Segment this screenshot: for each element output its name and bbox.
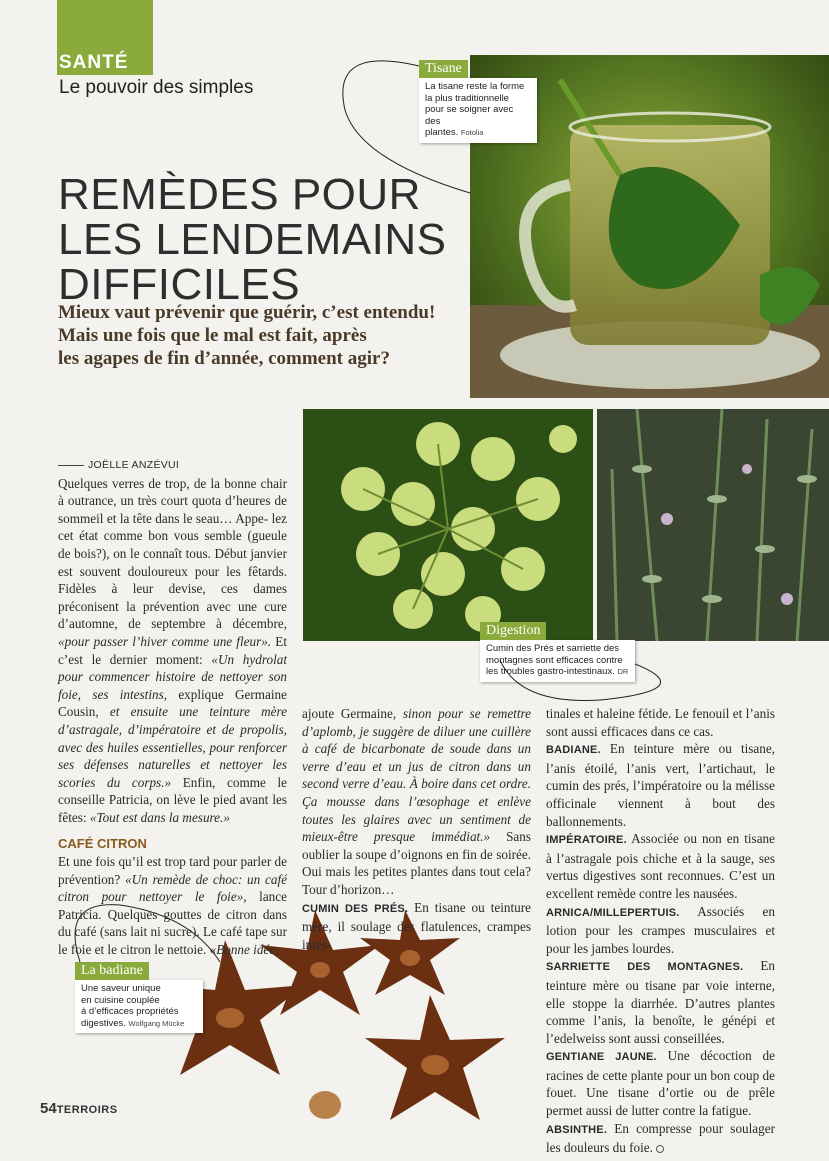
lede-line: Mais une fois que le mal est fait, après: [58, 325, 367, 346]
column-2: [302, 705, 531, 953]
plant-entry-sarriette: SARRIETTE DES MONTAGNES. En teinture mère ou tisane par voie interne, elle stoppe la diarrhée. D’autres plantes comme l’anis, la benoîte, le génépi et l’edelweiss sont aussi conseillées.: [546, 958, 775, 1046]
tisane-caption-line: plantes. Fotolia: [425, 127, 484, 138]
byline: JOËLLE ANZÉVUI: [58, 457, 287, 475]
tisane-caption-line: pour se soigner avec des: [425, 104, 514, 127]
badiane-caption-line: digestives. Wolfgang Mücke: [81, 1017, 185, 1029]
column-3-intro: tinales et haleine fétide. Le fenouil et l’anis sont aussi efficaces dans ce cas.: [546, 706, 775, 739]
tisane-caption-tag: Tisane: [419, 60, 468, 78]
title-line: DIFFICILES: [58, 260, 301, 309]
column-1: [58, 457, 287, 959]
rubric-label: SANTÉ: [59, 52, 129, 73]
badiane-caption-line: Une saveur unique: [81, 983, 161, 994]
plant-entry-imperatoire: IMPÉRATOIRE. Associée ou non en tisane à l’astragale pois chiche et à la sauge, ses vertus digestives sont reconnues. C’est un excellent remède contre les nausées.: [546, 831, 775, 901]
plant-entry-arnica: ARNICA/MILLEPERTUIS. Associés en lotion pour les crampes musculaires et pour les jambes lourdes.: [546, 903, 775, 956]
page-number: 54: [40, 1100, 57, 1117]
badiane-caption-line: en cuisine couplée: [81, 994, 160, 1006]
tisane-caption-line: la plus traditionnelle: [425, 92, 509, 104]
plant-entry-badiane: BADIANE. En teinture mère ou tisane, l’anis étoilé, l’anis vert, l’artichaut, le cumin des prés, l’impératoire ou la mélisse officinale viennent à bout des ballonnements.: [546, 741, 775, 829]
end-mark-icon: [656, 1145, 664, 1153]
digestion-caption-line: les troubles gastro-intestinaux. DR: [486, 666, 629, 677]
column-2-paragraph: ajoute Germaine, sinon pour se remettre d’aplomb, je suggère de diluer une cuillère à café de bicarbonate de soude dans un verre d’eau et un jus de citron dans un second verre d’eau. À boire dans cet ordre. Ça mousse dans l’œsophage et enlève toutes les glaires avec un sentiment de mieux-être presque immédiat.» Sans oublier la soupe d’oignons en fin de soirée. Oui mais les petites plantes dans tout cela? Tour d’horizon…: [302, 706, 532, 897]
tisane-credit: Fotolia: [460, 128, 484, 137]
badiane-caption-line: à d’efficaces propriétés: [81, 1006, 179, 1017]
digestion-credit: DR: [617, 667, 629, 676]
cafe-citron-paragraph: Et une fois qu’il est trop tard pour parler de prévention? «Un remède de choc: un café citron pour nettoyer le foie», lance Patricia. Quelques gouttes de citron dans du café (sans lait ni sucre). Le café tape sur le foie et le citron le nettoie. «Bonne idée,: [58, 854, 288, 958]
tisane-caption-line: La tisane reste la forme: [425, 81, 525, 92]
digestion-caption-line: montagnes sont efficaces contre: [486, 654, 623, 666]
digestion-caption-tag: Digestion: [480, 622, 546, 640]
title-line: REMÈDES POUR: [58, 170, 421, 219]
lede-line: les agapes de fin d’année, comment agir?: [58, 348, 390, 369]
plant-entry-gentiane: GENTIANE JAUNE. Une décoction de racines de cette plante pour un bon coup de fouet. Une tisane d’ortie ou de prêle permet aussi de lutter contre la fatigue.: [546, 1048, 775, 1119]
digestion-caption-line: Cumin des Prés et sarriette des: [486, 643, 620, 654]
lede-line: Mieux vaut prévenir que guérir, c’est entendu!: [58, 302, 436, 323]
column-3: [546, 705, 775, 1157]
magazine-name: TERROIRS: [56, 1104, 118, 1116]
folio: [40, 1100, 118, 1118]
badiane-caption-tag: La badiane: [75, 962, 149, 980]
plant-entry-absinthe: ABSINTHE. En compresse pour soulager les douleurs du foie.: [546, 1120, 775, 1156]
title-line: LES LENDEMAINS: [58, 215, 447, 264]
cumin-entry: CUMIN DES PRÉS. En tisane ou teinture mère, il soulage des flatulences, crampes intes-: [302, 899, 531, 952]
subheading-cafe-citron: CAFÉ CITRON: [58, 836, 147, 852]
intro-paragraph: Quelques verres de trop, de la bonne chair à outrance, un très court quota d’heures de sommeil et la tête dans le seau… Appe- lez cet état comme bon vous semble (gueule de bois?), on le connaît tous. Début janvier est souvent douloureux pour les fêtards. Fidèles à leur devise, ces dames préconisent la prévention avec une cure d’automne, de septembre à décembre, «pour passer l’hiver comme une fleur». Et c’est le dernier moment: «Un hydrolat pour commencer histoire de nettoyer son foie, ses intestins, explique Germaine Cousin, et ensuite une teinture mère d’astragale, d’impératoire et de propolis, avec des huiles essentielles, pour renforcer ses défenses naturelles et nettoyer les scories du corps.» Enfin, comme le conseille Patricia, on lève le pied avant les fêtes: «Tout est dans la mesure.»: [58, 475, 288, 825]
subrubric-label: Le pouvoir des simples: [59, 77, 254, 98]
badiane-credit: Wolfgang Mücke: [128, 1018, 185, 1028]
